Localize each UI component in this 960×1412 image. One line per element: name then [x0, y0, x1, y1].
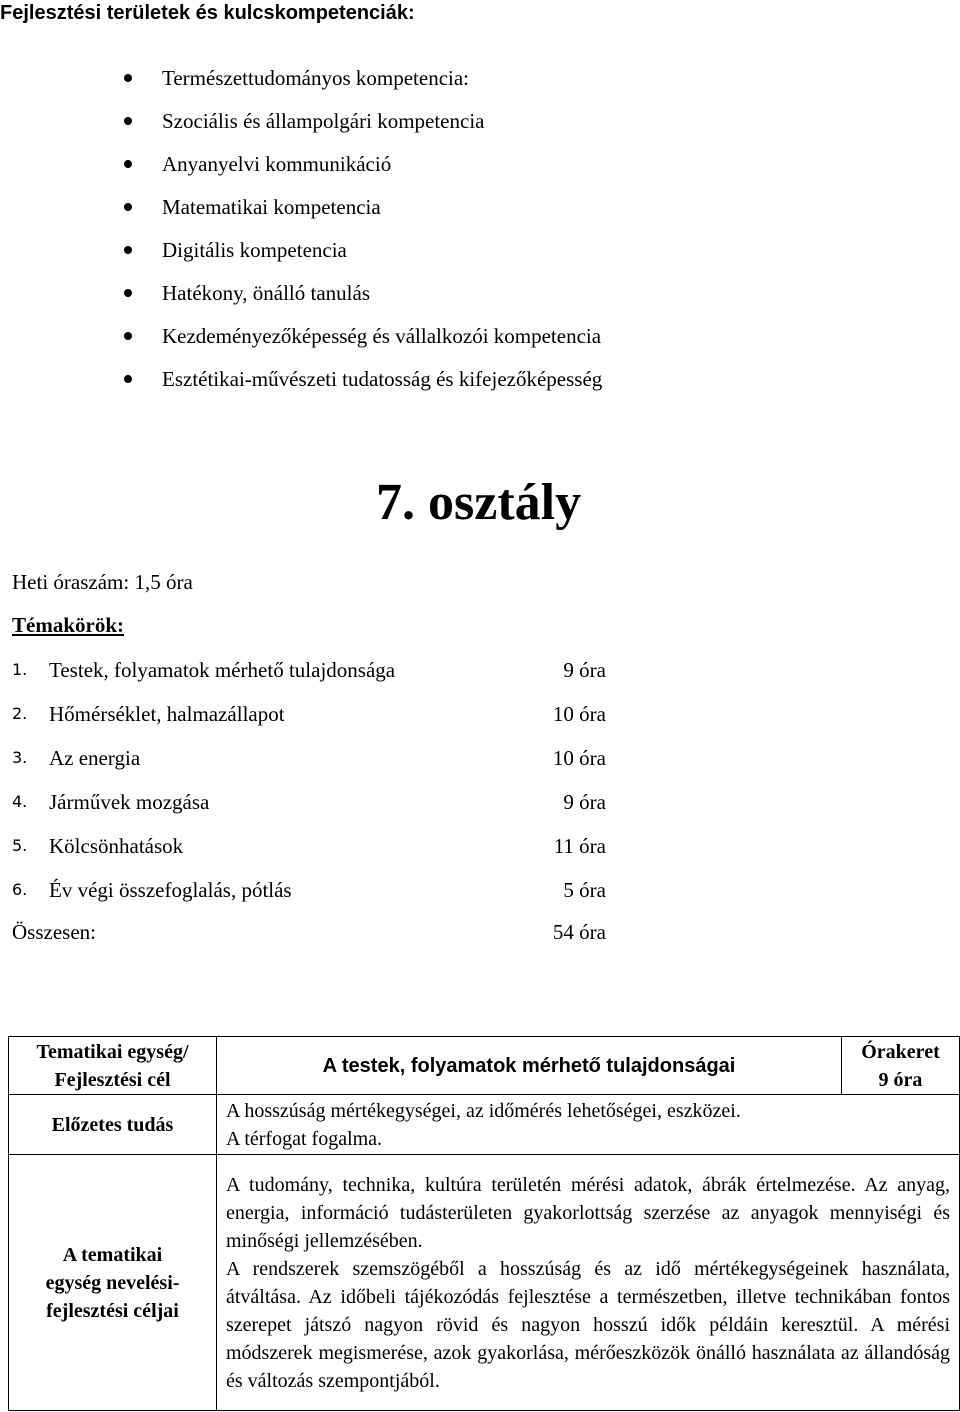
- list-item: [124, 100, 602, 143]
- table-row: [9, 1037, 960, 1095]
- topic-list: [12, 648, 612, 912]
- bullet-icon: [124, 203, 132, 211]
- bullet-icon: [124, 74, 132, 82]
- list-item: [124, 143, 602, 186]
- goals-label-line: fejlesztési céljai: [46, 1299, 179, 1322]
- topic-row: [12, 780, 612, 824]
- goals-label-line: egység nevelési-: [45, 1271, 180, 1294]
- topics-label: Témakörök:: [12, 613, 124, 637]
- topic-name: Az energia: [49, 746, 141, 770]
- list-item: [124, 57, 602, 100]
- unit-label-line: Tematikai egység/: [36, 1040, 189, 1063]
- weekly-hours: Heti óraszám: 1,5 óra: [12, 570, 193, 594]
- list-item: [124, 186, 602, 229]
- competency-label: Természettudományos kompetencia:: [162, 66, 470, 90]
- topic-hours: 10 óra: [552, 702, 606, 726]
- topic-hours: 5 óra: [563, 878, 606, 902]
- topic-number: 3.: [12, 748, 28, 767]
- hours-frame-cell: [842, 1037, 960, 1095]
- topic-name: Járművek mozgása: [49, 790, 210, 814]
- unit-label-line: Fejlesztési cél: [54, 1068, 171, 1091]
- page-heading: Fejlesztési területek és kulcskompetenciák:: [0, 2, 415, 24]
- topic-row: [12, 868, 612, 912]
- topic-name: Hőmérséklet, halmazállapot: [49, 702, 285, 726]
- grade-title: 7. osztály: [376, 474, 582, 531]
- topic-row: [12, 648, 612, 692]
- list-item: [124, 358, 602, 401]
- topic-number: 1.: [12, 660, 28, 679]
- prior-knowledge-line: A térfogat fogalma.: [226, 1127, 383, 1150]
- topic-number: 2.: [12, 704, 28, 723]
- topic-name: Év végi összefoglalás, pótlás: [49, 878, 292, 902]
- topic-number: 6.: [12, 880, 28, 899]
- topic-name: Kölcsönhatások: [49, 834, 184, 858]
- thematic-unit-table: [8, 1036, 960, 1411]
- competency-label: Esztétikai-művészeti tudatosság és kifejezőképesség: [162, 367, 603, 391]
- goals-paragraph: A rendszerek szemszögéből a hosszúság és az idő mértékegységeinek használata, átváltása. Az időbeli tájékozódás fejlesztése a természetben, illetve technikában fontos szerepet játszó nagyon rövid és nagyon hosszú idők példáin keresztül. A mérési módszerek megismerése, azok gyakorlása, mérőeszközök önálló használata az állandóság és változás szempontjából.: [226, 1257, 950, 1392]
- prior-knowledge-line: A hosszúság mértékegységei, az időmérés lehetőségei, eszközei.: [226, 1099, 741, 1122]
- hours-frame-label: Órakeret: [861, 1040, 940, 1063]
- topic-row: [12, 692, 612, 736]
- hours-frame-value: 9 óra: [878, 1068, 923, 1091]
- list-item: [124, 229, 602, 272]
- competency-list: [124, 57, 602, 401]
- total-label: Összesen:: [12, 920, 96, 944]
- table-row: [9, 1095, 960, 1155]
- goals-content: [217, 1155, 960, 1411]
- bullet-icon: [124, 332, 132, 340]
- table-row: [9, 1155, 960, 1411]
- total-value: 54 óra: [552, 920, 606, 944]
- competency-label: Hatékony, önálló tanulás: [162, 281, 371, 305]
- topic-number: 4.: [12, 792, 28, 811]
- list-item: [124, 272, 602, 315]
- competency-label: Matematikai kompetencia: [162, 195, 381, 219]
- bullet-icon: [124, 375, 132, 383]
- topic-hours: 10 óra: [552, 746, 606, 770]
- unit-title: A testek, folyamatok mérhető tulajdonságai: [217, 1037, 842, 1095]
- topic-hours: 9 óra: [563, 790, 606, 814]
- bullet-icon: [124, 289, 132, 297]
- topic-hours: 11 óra: [553, 834, 606, 858]
- goals-label-cell: [9, 1155, 217, 1411]
- competency-label: Szociális és állampolgári kompetencia: [162, 109, 485, 133]
- topic-row: [12, 824, 612, 868]
- bullet-icon: [124, 160, 132, 168]
- prior-knowledge-label: Előzetes tudás: [9, 1095, 217, 1155]
- prior-knowledge-content: [217, 1095, 960, 1155]
- total-row: [12, 912, 612, 952]
- topic-row: [12, 736, 612, 780]
- competency-label: Digitális kompetencia: [162, 238, 347, 262]
- topic-hours: 9 óra: [563, 658, 606, 682]
- goals-paragraph: A tudomány, technika, kultúra területén mérési adatok, ábrák értelmezése. Az anyag, energia, információ tudásterületen gyakorlottság szerzése az anyagok mennyiségi és minőségi jellemzésében.: [226, 1173, 950, 1252]
- topic-number: 5.: [12, 836, 28, 855]
- topic-name: Testek, folyamatok mérhető tulajdonsága: [49, 658, 396, 682]
- goals-label-line: A tematikai: [62, 1243, 163, 1266]
- unit-label-cell: [9, 1037, 217, 1095]
- list-item: [124, 315, 602, 358]
- bullet-icon: [124, 246, 132, 254]
- bullet-icon: [124, 117, 132, 125]
- competency-label: Anyanyelvi kommunikáció: [162, 152, 392, 176]
- competency-label: Kezdeményezőképesség és vállalkozói kompetencia: [162, 324, 602, 348]
